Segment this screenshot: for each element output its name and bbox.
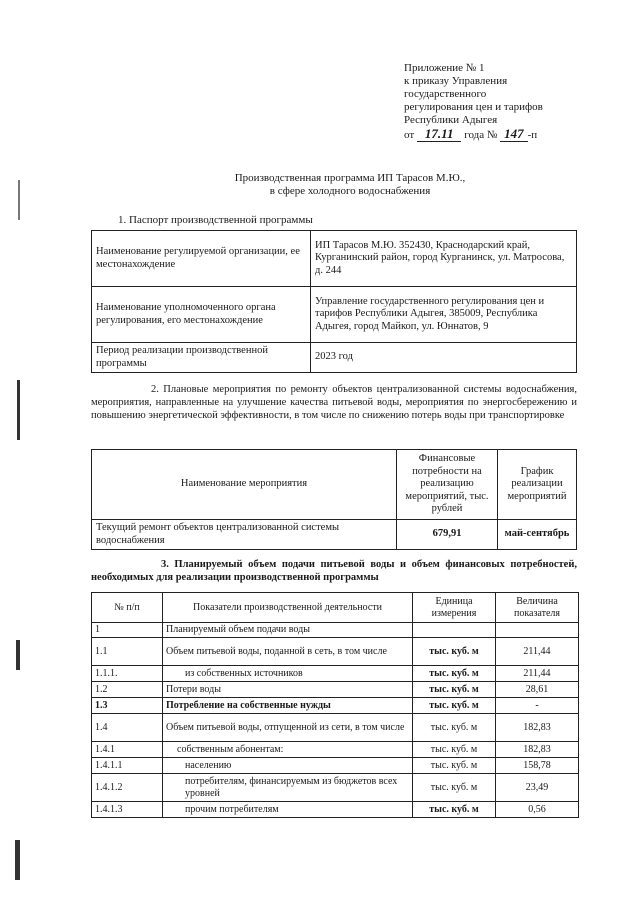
- section3-paragraph: 3. Планируемый объем подачи питьевой воды и объем финансовых потребностей, необходимых для реализации производственной программы: [91, 559, 577, 583]
- cell-unit: тыс. куб. м: [413, 774, 496, 802]
- appendix-line: к приказу Управления: [404, 75, 508, 87]
- document-title: [150, 172, 550, 198]
- table-row: [92, 666, 579, 682]
- cell-unit: тыс. куб. м: [413, 758, 496, 774]
- appendix-block: [404, 62, 614, 142]
- cell-unit: тыс. куб. м: [413, 698, 496, 714]
- table-cell-value: ИП Тарасов М.Ю. 352430, Краснодарский край, Курганинский район, город Курганинск, ул. Матросова, д. 244: [311, 231, 577, 287]
- cell-name: Объем питьевой воды, поданной в сеть, в том числе: [163, 638, 413, 666]
- column-header: Наименование мероприятия: [92, 450, 397, 520]
- scan-mark: [16, 640, 20, 670]
- cell-num: 1.4.1.1: [92, 758, 163, 774]
- cell-value: 23,49: [496, 774, 579, 802]
- measures-table: [91, 449, 577, 550]
- date-handwritten: 17.11: [417, 126, 462, 142]
- cell-unit: [413, 623, 496, 638]
- cell-unit: тыс. куб. м: [413, 802, 496, 818]
- section2-paragraph: 2. Плановые мероприятия по ремонту объектов централизованной системы водоснабжения, мероприятия, направленные на улучшение качества питьевой воды, мероприятия по энергосбережению и повышению энергетической эффективности, в том числе по снижению потерь воды при транспортировке: [91, 384, 577, 421]
- table-row: [92, 714, 579, 742]
- table-row: [92, 802, 579, 818]
- appendix-line: регулирования цен и тарифов: [404, 101, 543, 113]
- table-row: [92, 638, 579, 666]
- table-row: [92, 287, 577, 343]
- cell-name: из собственных источников: [163, 666, 413, 682]
- table-cell-value: 2023 год: [311, 343, 577, 373]
- cell-num: 1.1: [92, 638, 163, 666]
- table-cell-schedule: май-сентябрь: [498, 520, 577, 550]
- appendix-date-line: [404, 127, 614, 142]
- cell-num: 1.4: [92, 714, 163, 742]
- cell-value: 182,83: [496, 714, 579, 742]
- indicators-table: [91, 592, 579, 818]
- table-row: [92, 343, 577, 373]
- table-row: [92, 231, 577, 287]
- cell-num: 1.4.1.2: [92, 774, 163, 802]
- title-line-1: Производственная программа ИП Тарасов М.Ю.,: [234, 172, 466, 184]
- cell-name: собственным абонентам:: [163, 742, 413, 758]
- column-header: Финансовые потребности на реализацию мероприятий, тыс. рублей: [397, 450, 498, 520]
- table-cell-label: Период реализации производственной программы: [92, 343, 311, 373]
- title-line-2: в сфере холодного водоснабжения: [269, 185, 431, 197]
- section1-heading: 1. Паспорт производственной программы: [118, 214, 313, 226]
- column-header: Величина показателя: [496, 593, 579, 623]
- table-cell-label: Наименование регулируемой организации, ее местонахождение: [92, 231, 311, 287]
- cell-unit: тыс. куб. м: [413, 682, 496, 698]
- cell-value: [496, 623, 579, 638]
- table-cell-label: Наименование уполномоченного органа регулирования, его местонахождение: [92, 287, 311, 343]
- cell-num: 1.4.1.3: [92, 802, 163, 818]
- table-cell-name: Текущий ремонт объектов централизованной системы водоснабжения: [92, 520, 397, 550]
- cell-value: 211,44: [496, 666, 579, 682]
- column-header: Единица измерения: [413, 593, 496, 623]
- cell-name: Потребление на собственные нужды: [163, 698, 413, 714]
- cell-num: 1.4.1: [92, 742, 163, 758]
- cell-value: -: [496, 698, 579, 714]
- cell-value: 28,61: [496, 682, 579, 698]
- cell-name: Планируемый объем подачи воды: [163, 623, 413, 638]
- cell-unit: тыс. куб. м: [413, 638, 496, 666]
- table-row: [92, 682, 579, 698]
- table-cell-amount: 679,91: [397, 520, 498, 550]
- cell-num: 1.3: [92, 698, 163, 714]
- scan-mark: [18, 180, 20, 220]
- date-prefix: от: [404, 129, 415, 141]
- cell-name: прочим потребителям: [163, 802, 413, 818]
- passport-table: [91, 230, 577, 373]
- cell-value: 158,78: [496, 758, 579, 774]
- table-cell-value: Управление государственного регулирования цен и тарифов Республики Адыгея, 385009, Республика Адыгея, город Майкоп, ул. Юннатов, 9: [311, 287, 577, 343]
- cell-name: населению: [163, 758, 413, 774]
- table-row: [92, 520, 577, 550]
- cell-num: 1.1.1.: [92, 666, 163, 682]
- table-header-row: [92, 450, 577, 520]
- year-label: года №: [464, 129, 498, 141]
- table-header-row: [92, 593, 579, 623]
- scan-mark: [17, 380, 20, 440]
- cell-value: 211,44: [496, 638, 579, 666]
- cell-num: 1.2: [92, 682, 163, 698]
- cell-unit: тыс. куб. м: [413, 742, 496, 758]
- table-row: [92, 774, 579, 802]
- appendix-line: государственного: [404, 88, 487, 100]
- appendix-line: Приложение № 1: [404, 62, 485, 74]
- cell-name: Объем питьевой воды, отпущенной из сети, в том числе: [163, 714, 413, 742]
- cell-unit: тыс. куб. м: [413, 714, 496, 742]
- cell-unit: тыс. куб. м: [413, 666, 496, 682]
- scan-mark: [15, 840, 20, 880]
- appendix-line: Республики Адыгея: [404, 114, 498, 126]
- column-header: № п/п: [92, 593, 163, 623]
- number-suffix: -п: [527, 129, 538, 141]
- table-row: [92, 623, 579, 638]
- table-row: [92, 742, 579, 758]
- column-header: График реализации мероприятий: [498, 450, 577, 520]
- cell-name: Потери воды: [163, 682, 413, 698]
- cell-num: 1: [92, 623, 163, 638]
- number-handwritten: 147: [500, 126, 528, 142]
- table-row: [92, 698, 579, 714]
- table-row: [92, 758, 579, 774]
- column-header: Показатели производственной деятельности: [163, 593, 413, 623]
- cell-name: потребителям, финансируемым из бюджетов всех уровней: [163, 774, 413, 802]
- cell-value: 0,56: [496, 802, 579, 818]
- cell-value: 182,83: [496, 742, 579, 758]
